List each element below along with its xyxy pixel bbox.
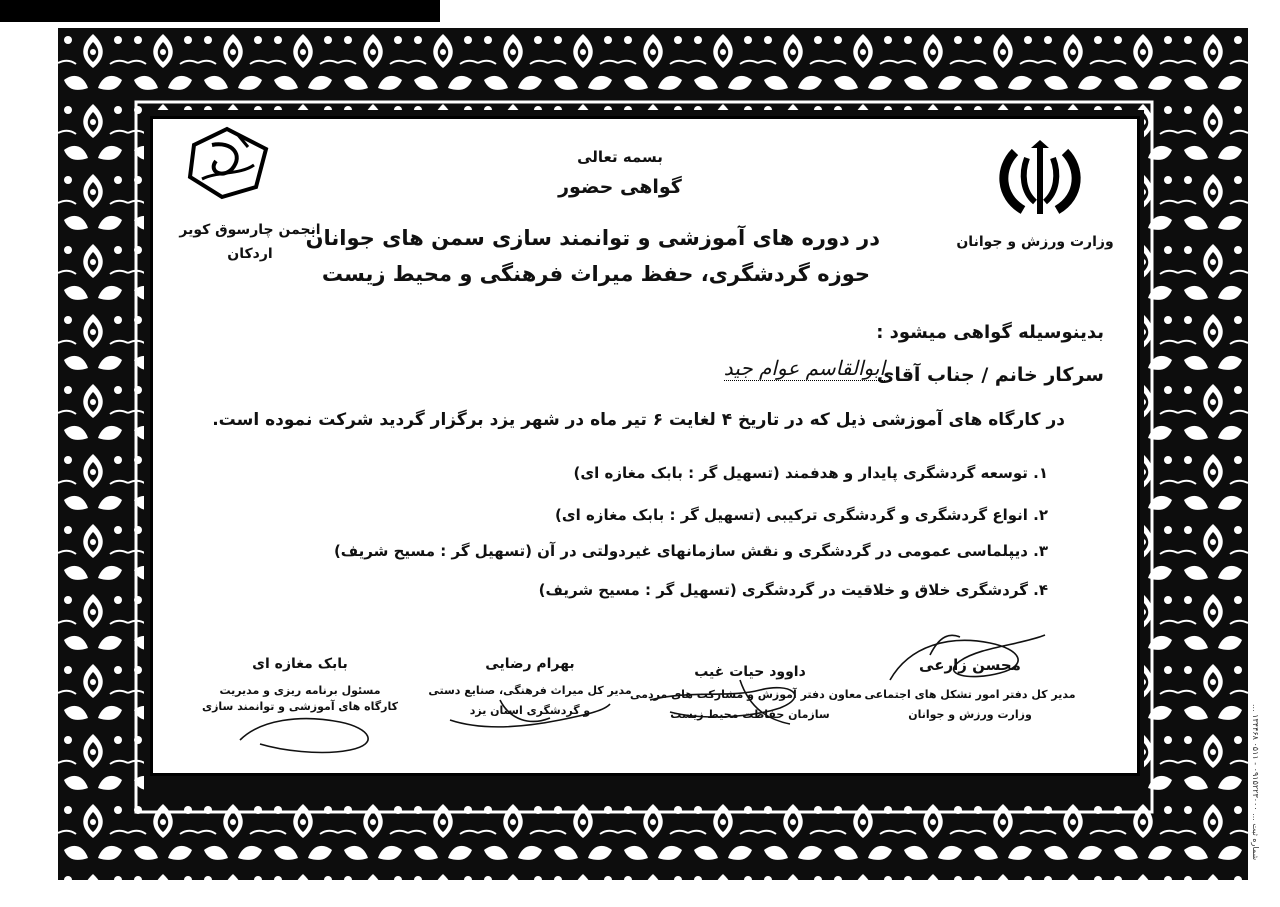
signatory-4-role: مسئول برنامه ریزی و مدیریت: [219, 684, 381, 697]
certify-line: بدینوسیله گواهی میشود :: [876, 322, 1104, 343]
scan-edge: [0, 0, 440, 22]
issuer-association: انجمن چارسوق کویر: [179, 222, 321, 238]
certificate-title: گواهی حضور: [558, 176, 682, 198]
margin-note: شماره ثبت ... ۰۹۱۵۲۲۳۰۰۰ - ۰۵۱۱ ۱۳۴۴۶۸ ...: [1251, 703, 1260, 860]
margin-strip: [1242, 10, 1274, 880]
recipient-name: ابوالقاسم عوام جید: [723, 356, 885, 380]
charsough-kavir-logo: [182, 125, 272, 200]
signatory-1-name: محسن زارعی: [919, 656, 1021, 674]
signatory-1-org: وزارت ورزش و جوانان: [908, 708, 1032, 721]
signatory-2-role: معاون دفتر آموزش و مشارکت های مردمی: [630, 688, 862, 701]
course-line-2: حوزه گردشگری، حفظ میراث فرهنگی و محیط زیست: [321, 262, 870, 286]
course-line-1: در دوره های آموزشی و توانمند سازی سمن های جوانان: [305, 226, 880, 250]
workshop-item-4: ۴. گردشگری خلاق و خلاقیت در گردشگری (تسهیل گر : مسیح شریف): [538, 581, 1048, 599]
signature-2: [640, 660, 850, 730]
issuer-association-city: اردکان: [227, 246, 273, 262]
workshop-item-1: ۱. توسعه گردشگری پایدار و هدفمند (تسهیل گر : بابک مغازه ای): [573, 464, 1048, 482]
signatory-2-org: سازمان حفاظت محیط زیست: [670, 708, 830, 721]
signatory-4-name: بابک مغازه ای: [252, 656, 348, 672]
signatory-1-role: مدیر کل دفتر امور تشکل های اجتماعی: [864, 688, 1076, 701]
bismillah: بسمه تعالی: [577, 148, 663, 166]
signatory-3-org: و گردشگری استان یزد: [469, 704, 591, 717]
workshop-item-2: ۲. انواع گردشگری و گردشگری ترکیبی (تسهیل گر : بابک مغازه ای): [554, 506, 1048, 524]
recipient-prefix: سرکار خانم / جناب آقای: [876, 364, 1104, 386]
signature-4: [230, 700, 410, 760]
workshop-item-3: ۳. دیپلماسی عمومی در گردشگری و نقش سازمانهای غیردولتی در آن (تسهیل گر : مسیح شریف): [333, 542, 1048, 560]
iran-emblem-icon: [995, 140, 1085, 220]
signatory-3-name: بهرام رضایی: [485, 656, 575, 672]
signatory-3-role: مدیر کل میراث فرهنگی، صنایع دستی: [428, 684, 632, 697]
signature-3: [440, 690, 620, 740]
issuer-ministry: وزارت ورزش و جوانان: [956, 234, 1114, 250]
signature-1: [870, 625, 1060, 695]
attendance-statement: در کارگاه های آموزشی ذیل که در تاریخ ۴ لغایت ۶ تیر ماه در شهر یزد برگزار گردید شرکت نموده است.: [212, 410, 1065, 430]
signatory-2-name: داوود حیات غیب: [694, 664, 806, 680]
signatory-4-org: کارگاه های آموزشی و توانمند سازی: [202, 700, 398, 713]
